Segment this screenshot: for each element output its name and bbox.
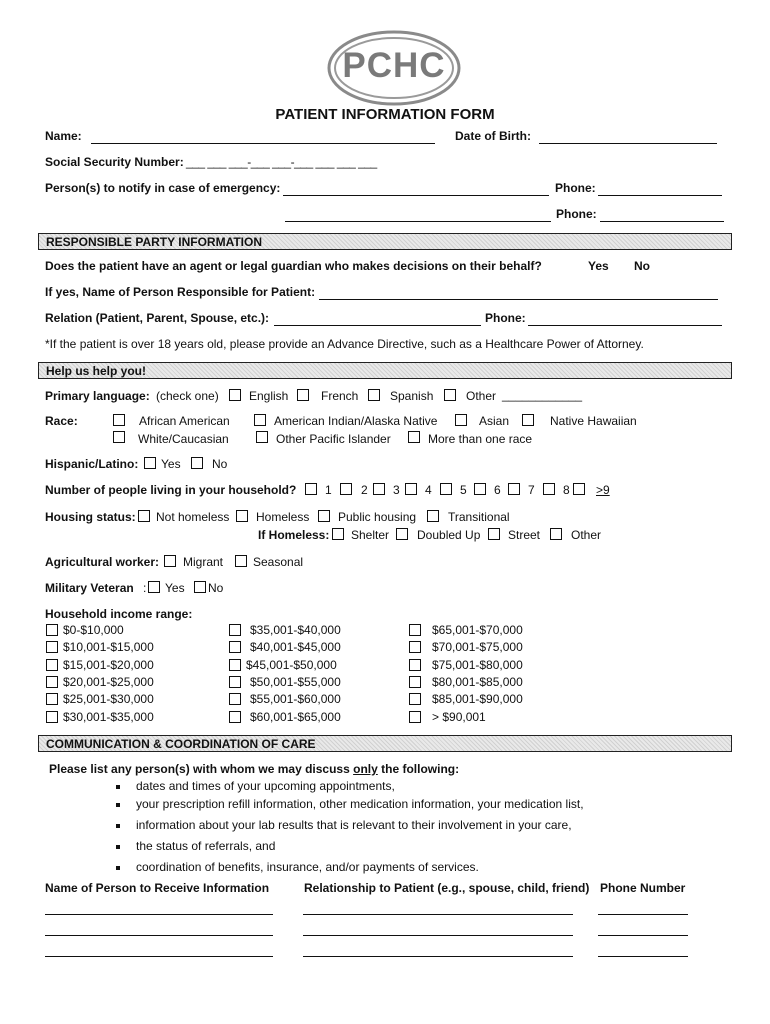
logo-text: PCHC <box>342 46 446 85</box>
hispanic-option-no: No <box>212 457 228 471</box>
emergency-phone-label-1: Phone: <box>555 181 596 195</box>
household-checkbox-1[interactable] <box>305 483 317 495</box>
income-checkbox[interactable] <box>409 659 421 671</box>
income-option-label: > $90,001 <box>432 710 486 724</box>
income-checkbox[interactable] <box>229 693 241 705</box>
contact-relationship-field[interactable] <box>303 935 573 936</box>
income-checkbox[interactable] <box>229 624 241 636</box>
emergency-label: Person(s) to notify in case of emergency: <box>45 181 281 195</box>
section-header-communication: COMMUNICATION & COORDINATION OF CARE <box>38 735 732 752</box>
income-option-label: $35,001-$40,000 <box>250 623 341 637</box>
household-option-6: 6 <box>494 483 501 497</box>
household-option-3: 3 <box>393 483 400 497</box>
communication-intro: Please list any person(s) with whom we may discuss only the following: <box>49 762 460 776</box>
homeless-checkbox-shelter[interactable] <box>332 528 344 540</box>
veteran-checkbox-yes[interactable] <box>148 581 160 593</box>
race-checkbox-native-hawaiian[interactable] <box>522 414 534 426</box>
race-checkbox-american-indian[interactable] <box>254 414 266 426</box>
income-checkbox[interactable] <box>409 624 421 636</box>
name-label: Name: <box>45 129 82 143</box>
column-relationship-header: Relationship to Patient (e.g., spouse, child, friend) <box>304 881 590 895</box>
agri-option-seasonal: Seasonal <box>253 555 304 569</box>
race-checkbox-asian[interactable] <box>455 414 467 426</box>
emergency-contact-field-1[interactable] <box>283 195 549 196</box>
language-option-other: Other <box>466 389 497 403</box>
income-checkbox[interactable] <box>46 693 58 705</box>
language-checkbox-french[interactable] <box>297 389 309 401</box>
emergency-phone-label-2: Phone: <box>556 207 597 221</box>
housing-checkbox-transitional[interactable] <box>427 510 439 522</box>
housing-option-homeless: Homeless <box>256 510 310 524</box>
form-title: PATIENT INFORMATION FORM <box>275 106 495 123</box>
income-checkbox[interactable] <box>46 676 58 688</box>
income-checkbox[interactable] <box>229 676 241 688</box>
responsible-name-field[interactable] <box>319 299 718 300</box>
household-checkbox-4[interactable] <box>405 483 417 495</box>
ssn-label: Social Security Number: <box>45 155 184 169</box>
race-option-white: White/Caucasian <box>138 432 229 446</box>
household-income-label: Household income range: <box>45 607 193 621</box>
contact-relationship-field[interactable] <box>303 956 573 957</box>
bullet-marker <box>116 824 120 828</box>
income-option-label: $20,001-$25,000 <box>63 675 154 689</box>
communication-topic-item: coordination of benefits, insurance, and/or payments of services. <box>136 860 479 874</box>
race-option-native-hawaiian: Native Hawaiian <box>550 414 637 428</box>
race-checkbox-pacific-islander[interactable] <box>256 431 268 443</box>
race-option-asian: Asian <box>479 414 510 428</box>
pchc-logo <box>327 30 461 106</box>
primary-language-label: Primary language: <box>45 389 150 403</box>
race-checkbox-white[interactable] <box>113 431 125 443</box>
income-checkbox[interactable] <box>46 659 58 671</box>
hispanic-label: Hispanic/Latino: <box>45 457 139 471</box>
contact-name-field[interactable] <box>45 956 273 957</box>
income-checkbox[interactable] <box>409 711 421 723</box>
military-veteran-label: Military Veteran <box>45 581 134 595</box>
race-label: Race: <box>45 414 78 428</box>
veteran-option-yes: Yes <box>165 581 185 595</box>
income-option-label: $25,001-$30,000 <box>63 692 154 706</box>
race-option-african-american: African American <box>139 414 230 428</box>
household-checkbox-2[interactable] <box>340 483 352 495</box>
relation-phone-field[interactable] <box>528 325 722 326</box>
household-checkbox-9-plus[interactable] <box>573 483 585 495</box>
income-checkbox[interactable] <box>409 641 421 653</box>
household-option-4: 4 <box>425 483 432 497</box>
income-option-label: $70,001-$75,000 <box>432 640 523 654</box>
race-option-multiple: More than one race <box>428 432 533 446</box>
homeless-checkbox-street[interactable] <box>488 528 500 540</box>
dob-label: Date of Birth: <box>455 129 531 143</box>
housing-option-not-homeless: Not homeless <box>156 510 230 524</box>
income-checkbox[interactable] <box>229 711 241 723</box>
household-checkbox-7[interactable] <box>508 483 520 495</box>
column-phone-header: Phone Number <box>600 881 686 895</box>
primary-language-hint: (check one) <box>156 389 219 403</box>
income-option-label: $50,001-$55,000 <box>250 675 341 689</box>
guardian-no-option[interactable]: No <box>634 259 650 273</box>
household-option-1: 1 <box>325 483 332 497</box>
race-checkbox-african-american[interactable] <box>113 414 125 426</box>
housing-checkbox-public[interactable] <box>318 510 330 522</box>
household-option-7: 7 <box>528 483 535 497</box>
household-checkbox-3[interactable] <box>373 483 385 495</box>
homeless-option-shelter: Shelter <box>351 528 390 542</box>
housing-option-public: Public housing <box>338 510 417 524</box>
income-checkbox[interactable] <box>409 693 421 705</box>
contact-phone-field[interactable] <box>598 935 688 936</box>
emergency-contact-field-2[interactable] <box>285 221 551 222</box>
income-option-label: $65,001-$70,000 <box>432 623 523 637</box>
housing-status-label: Housing status: <box>45 510 136 524</box>
agri-option-migrant: Migrant <box>183 555 224 569</box>
income-checkbox[interactable] <box>46 641 58 653</box>
dob-field[interactable] <box>539 143 717 144</box>
income-checkbox[interactable] <box>46 711 58 723</box>
housing-checkbox-homeless[interactable] <box>236 510 248 522</box>
agricultural-worker-label: Agricultural worker: <box>45 555 160 569</box>
language-option-spanish: Spanish <box>390 389 434 403</box>
race-checkbox-multiple[interactable] <box>408 431 420 443</box>
household-option-9-plus: >9 <box>596 483 610 497</box>
income-option-label: $30,001-$35,000 <box>63 710 154 724</box>
household-option-2: 2 <box>361 483 368 497</box>
name-field[interactable] <box>91 143 435 144</box>
communication-intro-emphasis: only <box>353 762 378 776</box>
household-checkbox-6[interactable] <box>474 483 486 495</box>
language-checkbox-spanish[interactable] <box>368 389 380 401</box>
bullet-marker <box>116 866 120 870</box>
contact-relationship-field[interactable] <box>303 914 573 915</box>
income-checkbox[interactable] <box>409 676 421 688</box>
race-option-american-indian: American Indian/Alaska Native <box>274 414 438 428</box>
hispanic-option-yes: Yes <box>161 457 181 471</box>
income-checkbox[interactable] <box>229 641 241 653</box>
communication-topic-item: dates and times of your upcoming appointments, <box>136 779 395 793</box>
household-option-8: 8 <box>563 483 570 497</box>
relation-field[interactable] <box>274 325 481 326</box>
race-option-pacific-islander: Other Pacific Islander <box>276 432 391 446</box>
relation-phone-label: Phone: <box>485 311 526 325</box>
section-header-help: Help us help you! <box>38 362 732 379</box>
communication-topic-item: the status of referrals, and <box>136 839 276 853</box>
income-option-label: $80,001-$85,000 <box>432 675 523 689</box>
veteran-option-no: No <box>208 581 224 595</box>
income-checkbox[interactable] <box>229 659 241 671</box>
income-option-label: $40,001-$45,000 <box>250 640 341 654</box>
contact-name-field[interactable] <box>45 935 273 936</box>
income-checkbox[interactable] <box>46 624 58 636</box>
income-option-label: $10,001-$15,000 <box>63 640 154 654</box>
contact-phone-field[interactable] <box>598 914 688 915</box>
military-veteran-colon: : <box>143 581 147 595</box>
section-header-responsible: RESPONSIBLE PARTY INFORMATION <box>38 233 732 250</box>
language-option-english: English <box>249 389 289 403</box>
ssn-field[interactable]: ___ ___ ___-___ ___-___ ___ ___ ___ <box>186 155 377 169</box>
homeless-option-other: Other <box>571 528 602 542</box>
income-option-label: $45,001-$50,000 <box>246 658 337 672</box>
income-option-label: $55,001-$60,000 <box>250 692 341 706</box>
bullet-marker <box>116 845 120 849</box>
veteran-checkbox-no[interactable] <box>194 581 206 593</box>
income-option-label: $0-$10,000 <box>63 623 124 637</box>
homeless-checkbox-other[interactable] <box>550 528 562 540</box>
income-option-label: $85,001-$90,000 <box>432 692 523 706</box>
income-option-label: $15,001-$20,000 <box>63 658 154 672</box>
agri-checkbox-seasonal[interactable] <box>235 555 247 567</box>
hispanic-checkbox-no[interactable] <box>191 457 203 469</box>
language-checkbox-other[interactable] <box>444 389 456 401</box>
language-other-field[interactable]: ____________ <box>502 388 583 402</box>
agri-checkbox-migrant[interactable] <box>164 555 176 567</box>
contact-phone-field[interactable] <box>598 956 688 957</box>
communication-topic-item: your prescription refill information, other medication information, your medication list, <box>136 797 584 811</box>
guardian-yes-option[interactable]: Yes <box>588 259 609 273</box>
income-option-label: $60,001-$65,000 <box>250 710 341 724</box>
household-option-5: 5 <box>460 483 467 497</box>
responsible-name-label: If yes, Name of Person Responsible for Patient: <box>45 285 316 299</box>
guardian-question: Does the patient have an agent or legal guardian who makes decisions on their behalf? <box>45 259 542 273</box>
column-name-header: Name of Person to Receive Information <box>45 881 270 895</box>
emergency-phone-field-2[interactable] <box>600 221 724 222</box>
advance-directive-note: *If the patient is over 18 years old, please provide an Advance Directive, such as a Healthcare Power of Attorney. <box>45 337 644 351</box>
household-size-label: Number of people living in your household? <box>45 483 297 497</box>
homeless-checkbox-doubled-up[interactable] <box>396 528 408 540</box>
housing-checkbox-not-homeless[interactable] <box>138 510 150 522</box>
homeless-option-street: Street <box>508 528 541 542</box>
relation-label: Relation (Patient, Parent, Spouse, etc.): <box>45 311 270 325</box>
hispanic-checkbox-yes[interactable] <box>144 457 156 469</box>
household-checkbox-8[interactable] <box>543 483 555 495</box>
income-option-label: $75,001-$80,000 <box>432 658 523 672</box>
bullet-marker <box>116 803 120 807</box>
if-homeless-label: If Homeless: <box>258 528 330 542</box>
household-checkbox-5[interactable] <box>440 483 452 495</box>
language-checkbox-english[interactable] <box>229 389 241 401</box>
language-option-french: French <box>321 389 359 403</box>
housing-option-transitional: Transitional <box>448 510 510 524</box>
contact-name-field[interactable] <box>45 914 273 915</box>
emergency-phone-field-1[interactable] <box>598 195 722 196</box>
bullet-marker <box>116 785 120 789</box>
communication-topic-item: information about your lab results that is relevant to their involvement in your care, <box>136 818 572 832</box>
homeless-option-doubled-up: Doubled Up <box>417 528 481 542</box>
